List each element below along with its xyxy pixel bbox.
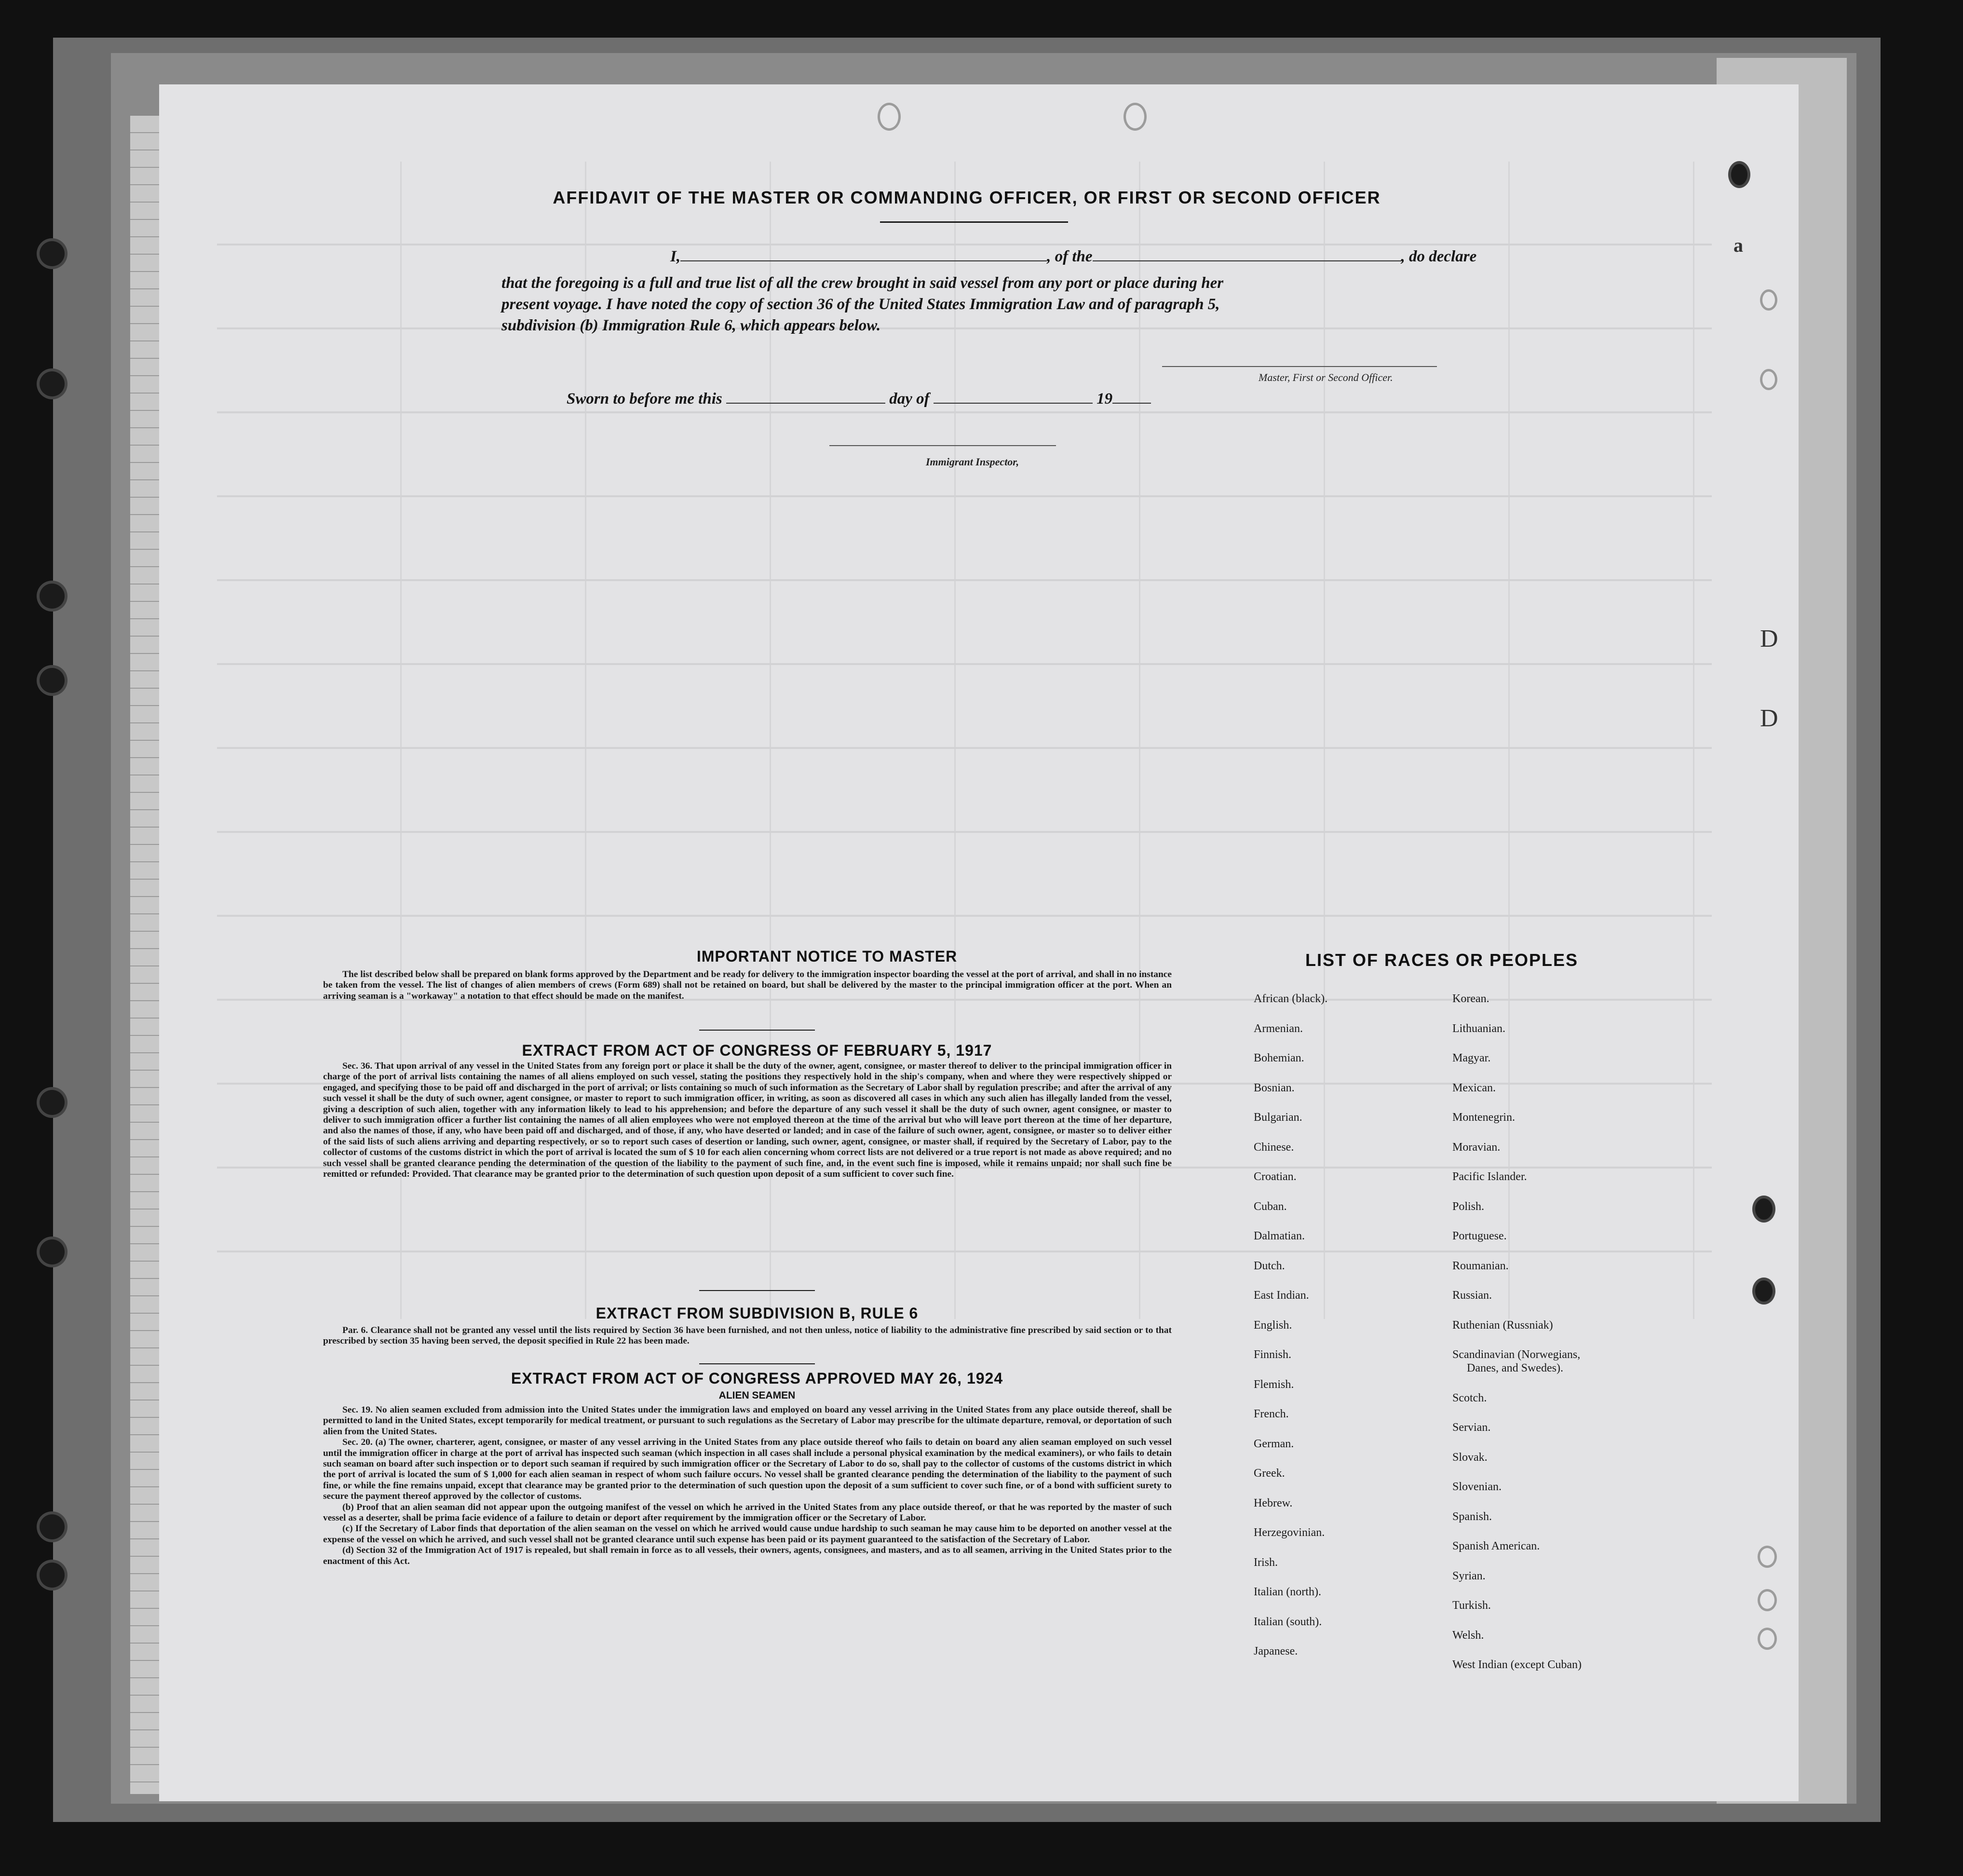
binder-hole — [40, 1514, 65, 1539]
race-item: Bosnian. — [1254, 1081, 1295, 1094]
binder-hole — [40, 371, 65, 396]
race-item: Scotch. — [1452, 1391, 1487, 1404]
race-item: Japanese. — [1254, 1645, 1298, 1658]
sworn-text: Sworn to before me this — [567, 390, 722, 408]
binder-hole — [40, 1090, 65, 1115]
race-item: Spanish American. — [1452, 1540, 1540, 1552]
race-item: Herzegovinian. — [1254, 1526, 1325, 1539]
race-item: English. — [1254, 1319, 1292, 1332]
act-1917-paragraph: Sec. 36. That upon arrival of any vessel in the United States from any foreign port or place it shall be the duty of the owner, agent, consignee, or master thereof to deliver to the principal immigration officer in charge of the port of arrival lists containing the names of all aliens employed on such vessel, stating the positions they respectively hold in the ship's company, when and where they were respectively shipped or engaged, and specifying those to be paid off and discharged in the port of arrival; or lists containing so much of such information as the Secretary of Labor shall by regulation prescribe; and after the arrival of any such vessel it shall be the duty of such owner, agent consignee, or master to report to such immigration officer, in writing, as soon as discovered all cases in which any such alien has illegally landed from the vessel, giving a description of such alien, together with any information likely to lead to his apprehension; and before the departure of any such vessel it shall be the duty of such owner, agent consignee, or master to deliver to such immigration officer a further list containing the names of all alien employees who were not employed thereon at the time of the arrival but who will leave port thereon at the time of her departure, and also the names of those, if any, who have been paid off and discharged, and of those, if any, who have deserted or landed; and in case of the failure of such owner, agent, consignee, or master so to deliver either of the said lists of such aliens arriving and departing respectively, or so to report such cases of desertion or landing, such owner, agent, consignee, or master shall, if required by the Secretary of Labor, pay to the collector of customs of the customs district in which the port of arrival is located the sum of $ 10 for each alien concerning whom correct lists are not delivered or a true report is not made as above required; and no such vessel shall be granted clearance pending the determination of the question of the liability to the payment of such fine, and, in the event such fine is imposed, while it remains unpaid; nor shall such fine be remitted or refunded: Provided. That clearance may be granted prior to the determination of such question upon deposit of a sum sufficient to cover such fine. — [323, 1061, 1172, 1180]
sworn-year-blank — [1112, 390, 1151, 404]
race-item: Pacific Islander. — [1452, 1170, 1527, 1183]
inspector-signature-line — [829, 445, 1056, 446]
race-item: Dutch. — [1254, 1259, 1285, 1272]
master-signature-caption: Master, First or Second Officer. — [1259, 371, 1393, 383]
title-rule — [880, 221, 1068, 223]
binder-hole — [1731, 164, 1747, 185]
act-1924-sec20b: (b) Proof that an alien seaman did not appear upon the outgoing manifest of the vessel on which he arrived in the United States from any place outside thereof, or that he was reported by the master of such vessel as a deserter, shall be prima facie evidence of a failure to detain or deport after requirement by the immigration officer or the Secretary of Labor. — [323, 1502, 1172, 1523]
race-item: Irish. — [1254, 1556, 1278, 1569]
race-item: Bulgarian. — [1254, 1111, 1302, 1124]
race-item: Turkish. — [1452, 1599, 1491, 1612]
notice-text — [323, 969, 1172, 1002]
act-1917-text — [323, 1061, 1172, 1180]
race-item: Spanish. — [1452, 1510, 1492, 1523]
ledger-ruled-strip — [130, 116, 159, 1794]
race-item: German. — [1254, 1437, 1294, 1450]
act-1924-subtitle: ALIEN SEAMEN — [718, 1390, 796, 1401]
race-item: Italian (south). — [1254, 1615, 1322, 1628]
notice-title: IMPORTANT NOTICE TO MASTER — [696, 948, 958, 965]
race-item: Armenian. — [1254, 1022, 1303, 1035]
affidavit-of-the: , of the — [1047, 248, 1093, 265]
race-item: Hebrew. — [1254, 1496, 1293, 1509]
sworn-year: 19 — [1097, 390, 1113, 408]
rule6-paragraph: Par. 6. Clearance shall not be granted any vessel until the lists required by Section 36 have been furnished, and not then unless, notice of liability to the administrative fine prescribed by said section or to that prescribed by section 35 having been served, the deposit specified in Rule 22 has been made. — [323, 1325, 1172, 1346]
race-item: Flemish. — [1254, 1378, 1294, 1391]
race-item: Magyar. — [1452, 1052, 1491, 1064]
race-item: Slovak. — [1452, 1451, 1488, 1464]
sworn-day-of: day of — [889, 390, 930, 408]
race-item: African (black). — [1254, 992, 1328, 1005]
race-item: West Indian (except Cuban) — [1452, 1658, 1582, 1671]
race-item: Ruthenian (Russniak) — [1452, 1319, 1553, 1332]
race-item: Greek. — [1254, 1467, 1285, 1480]
race-item: Korean. — [1452, 992, 1489, 1005]
sworn-month-blank — [934, 390, 1093, 404]
race-item: Mexican. — [1452, 1081, 1496, 1094]
race-item: Roumanian. — [1452, 1259, 1509, 1272]
vessel-name-blank — [1093, 248, 1401, 261]
act-1924-text — [323, 1405, 1172, 1567]
binder-hole — [40, 1239, 65, 1264]
punch-hole — [1760, 289, 1777, 311]
divider — [699, 1290, 815, 1291]
race-item: Russian. — [1452, 1289, 1492, 1302]
race-item: Cuban. — [1254, 1200, 1287, 1213]
affidavit-line-4: subdivision (b) Immigration Rule 6, which appears below. — [501, 317, 881, 334]
act-1924-sec20a: Sec. 20. (a) The owner, charterer, agent, consignee, or master of any vessel arriving in the United States from any place outside thereof who fails to detain on board any alien seaman employed on such vessel until the immigration officer in charge at the port of arrival has inspected such seaman (which inspection in all cases shall include a personal physical examination by the medical examiners), or who fails to detain such seaman on board after such inspection or to deport such seaman if required by such immigration officer or the Secretary of Labor to do so, shall pay to the collector of customs of the customs district in which the port of arrival is located the sum of $ 1,000 for each alien seaman in respect of whom such failure occurs. No vessel shall be granted clearance pending the determination of the liability to the payment of such fine, or while the fine remains unpaid, except that clearance may be granted prior to the determination of such question upon the deposit of a sum sufficient to cover such fine, or of a bond with sufficient surety to secure the payment thereof approved by the collector of customs. — [323, 1437, 1172, 1502]
races-title: LIST OF RACES OR PEOPLES — [1305, 950, 1579, 970]
divider — [699, 1363, 815, 1364]
rule6-title: EXTRACT FROM SUBDIVISION B, RULE 6 — [596, 1305, 919, 1322]
rule6-text — [323, 1325, 1172, 1347]
edge-mark-a: a — [1733, 234, 1743, 256]
race-item: Syrian. — [1452, 1569, 1486, 1582]
race-item: Servian. — [1452, 1421, 1491, 1434]
punch-hole — [1124, 103, 1147, 131]
race-item: Polish. — [1452, 1200, 1485, 1213]
punch-hole — [1758, 1628, 1777, 1650]
binder-hole — [40, 241, 65, 266]
divider — [699, 1030, 815, 1031]
manifest-page — [159, 84, 1799, 1801]
race-item: Croatian. — [1254, 1170, 1297, 1183]
race-item: Italian (north). — [1254, 1586, 1321, 1598]
act-1924-title: EXTRACT FROM ACT OF CONGRESS APPROVED MAY 26, 1924 — [511, 1370, 1003, 1387]
race-item: Bohemian. — [1254, 1052, 1304, 1064]
race-item: Slovenian. — [1452, 1481, 1502, 1493]
binder-hole — [40, 1563, 65, 1588]
binder-hole — [1755, 1198, 1773, 1220]
race-item: Welsh. — [1452, 1629, 1484, 1642]
affidavit-i: I, — [670, 248, 681, 265]
affidavit-line-2: that the foregoing is a full and true list of all the crew brought in said vessel from any port or place during her — [501, 274, 1224, 292]
affidavit-line-1 — [670, 246, 1586, 267]
race-item: East Indian. — [1254, 1289, 1309, 1302]
sworn-day-blank — [726, 390, 885, 404]
sworn-line — [567, 388, 1338, 409]
act-1924-sec20d: (d) Section 32 of the Immigration Act of 1917 is repealed, but shall remain in force as to all vessels, their owners, agents, consignees, and masters, and as to all seamen, arriving in the United States prior to the enactment of this Act. — [323, 1545, 1172, 1566]
race-item: Moravian. — [1452, 1141, 1501, 1154]
master-name-blank — [680, 248, 1047, 261]
affidavit-line-3: present voyage. I have noted the copy of section 36 of the United States Immigration Law and of paragraph 5, — [501, 296, 1220, 313]
punch-hole — [1758, 1546, 1777, 1568]
punch-hole — [878, 103, 901, 131]
inspector-caption: Immigrant Inspector, — [926, 456, 1019, 468]
act-1924-sec19: Sec. 19. No alien seamen excluded from admission into the United States under the immigration laws and employed on board any vessel arriving in the United States from any place outside thereof, shall be permitted to land in the United States, except temporarily for medical treatment, or pursuant to such regulations as the Secretary of Labor may prescribe for the ultimate departure, removal, or deportation of such alien from the United States. — [323, 1405, 1172, 1437]
race-item: Montenegrin. — [1452, 1111, 1515, 1124]
punch-hole — [1758, 1589, 1777, 1611]
binder-hole — [40, 668, 65, 693]
race-item: Danes, and Swedes). — [1467, 1362, 1563, 1374]
master-signature-line — [1162, 366, 1437, 367]
race-item: Lithuanian. — [1452, 1022, 1505, 1035]
race-item: Finnish. — [1254, 1348, 1292, 1361]
race-item: Portuguese. — [1452, 1230, 1507, 1242]
affidavit-title: AFFIDAVIT OF THE MASTER OR COMMANDING OFFICER, OR FIRST OR SECOND OFFICER — [553, 188, 1381, 207]
act-1917-title: EXTRACT FROM ACT OF CONGRESS OF FEBRUARY 5, 1917 — [522, 1042, 992, 1059]
race-item: Scandinavian (Norwegians, — [1452, 1348, 1581, 1361]
race-item: Dalmatian. — [1254, 1230, 1305, 1242]
notice-paragraph: The list described below shall be prepared on blank forms approved by the Department and be ready for delivery to the immigration inspector boarding the vessel at the port of arrival, and shall in no instance be taken from the vessel. The list of changes of alien members of crews (Form 689) shall not be retained on board, but shall be delivered by the master to the principal immigration officer at the port. When an arriving seaman is a "workaway" a notation to that effect should be made on the manifest. — [323, 969, 1172, 1001]
affidavit-declare: , do declare — [1401, 248, 1477, 265]
binder-hole — [1755, 1280, 1773, 1302]
edge-mark-d: D — [1760, 625, 1778, 653]
race-item: Chinese. — [1254, 1141, 1294, 1154]
binder-hole — [40, 584, 65, 609]
punch-hole — [1760, 369, 1777, 390]
race-item: French. — [1254, 1408, 1289, 1420]
edge-mark-d: D — [1760, 705, 1778, 732]
act-1924-sec20c: (c) If the Secretary of Labor finds that deportation of the alien seaman on the vessel on which he arrived would cause undue hardship to such seaman he may cause him to be deported on another vessel at the expense of the vessel on which he arrived, and such vessel shall not be granted clearance until such expense has been paid or its payment guaranteed to the satisfaction of the Secretary of Labor. — [323, 1523, 1172, 1545]
